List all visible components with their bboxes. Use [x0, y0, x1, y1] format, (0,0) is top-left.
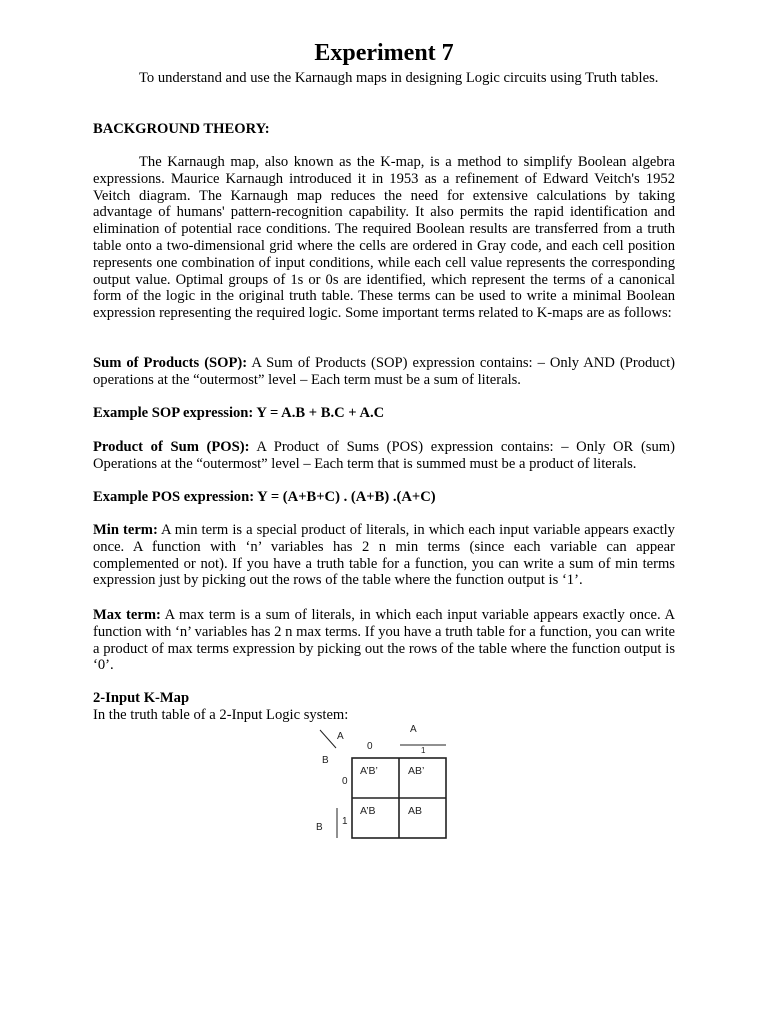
kmap-corner-b-label: B — [322, 755, 329, 766]
sop-paragraph — [93, 355, 675, 389]
minterm-text: A min term is a special product of literals, in which each input variable appears exactly once. A function with ‘n’ variables has 2 n min terms (since each variable can appear complemented or not). If you have a truth table for a function, you can write a sum of min terms expression just by picking out the rows of the table where the function output is ‘1’. — [93, 522, 675, 589]
intro-paragraph: To understand and use the Karnaugh maps in designing Logic circuits using Truth tables. — [139, 70, 659, 86]
kmap-cell-00: A’B’ — [360, 765, 378, 777]
sop-term: Sum of Products (SOP): — [93, 355, 248, 371]
kmap-diagram — [300, 718, 460, 846]
kmap-col-0-label: 0 — [367, 741, 373, 752]
kmap-cell-11: AB — [408, 805, 423, 817]
kmap-cell-10: A’B — [360, 805, 376, 817]
kmap-row-0-label: 0 — [342, 776, 348, 787]
pos-text: A Product of Sums (POS) expression contains: – Only OR (sum) Operations at the “outermost” level – Each term that is summed must be a product of literals. — [93, 439, 675, 472]
page-title: Experiment 7 — [314, 40, 454, 66]
maxterm-term: Max term: — [93, 607, 161, 623]
kmap-corner-a-label: A — [337, 731, 344, 742]
background-heading: BACKGROUND THEORY: — [93, 121, 270, 137]
minterm-paragraph — [93, 522, 675, 589]
sop-text: A Sum of Products (SOP) expression contains: – Only AND (Product) operations at the “outermost” level – Each term must be a sum of literals. — [93, 355, 675, 388]
maxterm-paragraph — [93, 607, 675, 674]
kmap-svg — [300, 718, 460, 846]
kmap-cell-01: AB’ — [408, 765, 425, 777]
kmap-top-a-label: A — [410, 724, 417, 735]
pos-example: Example POS expression: Y = (A+B+C) . (A+B) .(A+C) — [93, 489, 436, 505]
pos-paragraph — [93, 439, 675, 473]
pos-term: Product of Sum (POS): — [93, 439, 250, 455]
kmap-row-1-label: 1 — [342, 816, 348, 827]
kmap-caption: In the truth table of a 2-Input Logic system: — [93, 707, 349, 723]
kmap-col-1-label: 1 — [421, 746, 426, 755]
sop-example: Example SOP expression: Y = A.B + B.C + A.C — [93, 405, 385, 421]
background-paragraph: The Karnaugh map, also known as the K-map, is a method to simplify Boolean algebra expressions. Maurice Karnaugh introduced it in 1953 as a refinement of Edward Veitch's 1952 Veitch diagram. The Karnaugh map reduces the need for extensive calculations by taking advantage of humans' pattern-recognition capability. It also permits the rapid identification and elimination of potential race conditions. The required Boolean results are transferred from a truth table onto a two-dimensional grid where the cells are ordered in Gray code, and each cell position represents one combination of input conditions, while each cell value represents the corresponding output value. Optimal groups of 1s or 0s are identified, which represent the terms of a canonical form of the logic in the original truth table. These terms can be used to write a minimal Boolean expression representing the required logic. Some important terms related to K-maps are as follows: — [93, 154, 675, 322]
kmap-side-b-label: B — [316, 822, 323, 833]
kmap-heading: 2-Input K-Map — [93, 690, 190, 706]
minterm-term: Min term: — [93, 522, 158, 538]
kmap-corner-diagonal — [320, 730, 336, 748]
maxterm-text: A max term is a sum of literals, in which each input variable appears exactly once. A function with ‘n’ variables has 2 n max terms. If you have a truth table for a function, you can write a product of max terms expression by picking out the rows of the table where the function output is ‘0’. — [93, 607, 675, 674]
